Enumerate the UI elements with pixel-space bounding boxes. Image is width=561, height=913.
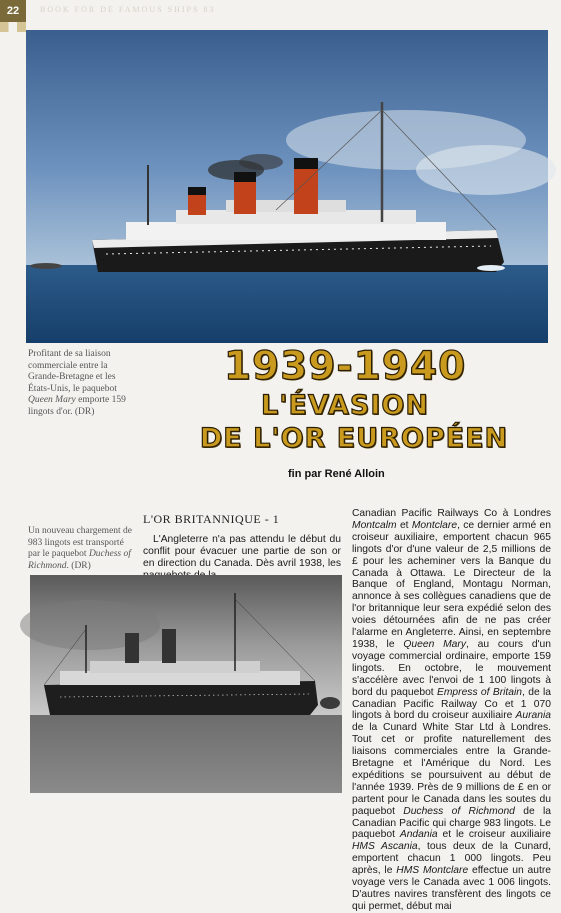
text-run: de la Cunard White Star Ltd à Londres. Tout cet or profite naturellement des liaisons commerciales entre la Grande-Bretagne et l'Amérique du Nord. Les expéditions se poursuivent au début de l'année 1939. Près de 9 millions de £ en or partent pour le Canada dans les soutes du paquebot [352, 722, 551, 817]
duchess-of-richmond-illustration [30, 575, 342, 793]
photo-caption-duchess [28, 526, 133, 572]
text-run: , ce dernier armé en croiseur auxiliaire, emportent chacun 965 lingots d'or d'une valeur de 2,5 millions de £ pour les acheminer vers la Banque du Canada à Ottawa. Le Directeur de la Banque of England, Montagu Norman, annonce à ses collègues canadiens que de l'or britannique leur sera expédié selon des voies détournées afin de ne pas créer l'alarme en Angleterre. Ainsi, en septembre 1938, le [352, 519, 551, 650]
text-run: de la Canadian Pacific qui charge 983 lingots. Le paquebot [352, 805, 551, 841]
text-run: , de la Canadian Pacific Railway Co et 1 070 lingots à bord du croiseur auxiliaire [352, 686, 552, 722]
text-run: Canadian Pacific Railways Co à Londres [352, 508, 551, 519]
running-header: BOOK FOR DE FAMOUS SHIPS 83 [40, 5, 216, 14]
caption-text: Profitant de sa liaison commerciale entre la Grande-Bretagne et les États-Unis, le paquebot [28, 349, 117, 394]
ship-name: Montcalm [352, 519, 397, 531]
article-column-1: L'Angleterre n'a pas attendu le début du conflit pour évacuer une partie de son or en direction du Canada. Dès avril 1938, les [143, 534, 341, 569]
duchess-of-richmond-photo [30, 575, 342, 793]
text-run: et [396, 519, 412, 531]
title-line-2: L'ÉVASION [261, 390, 429, 421]
text-run: , au cours d'un voyage commercial ordinaire, emporte 159 lingots. En octobre, le mouvement s'accélère avec l'envoi de 1 100 lingots à bord du paquebot [352, 638, 551, 698]
title-years: 1939-1940 [223, 344, 467, 389]
ship-name: HMS Ascania [352, 841, 418, 853]
ship-name: Andania [399, 829, 438, 841]
page-corner-decoration [0, 22, 26, 32]
ship-name: Aurania [515, 710, 551, 722]
caption-ship-name: Duchess of Richmond [28, 549, 131, 571]
caption-text: . (DR) [66, 560, 91, 571]
queen-mary-photo [26, 30, 548, 343]
ship-name: Queen Mary [403, 638, 466, 650]
byline: fin par René Alloin [288, 468, 385, 480]
photo-caption-queen-mary [28, 349, 138, 418]
text-run: , tous deux de la Cunard, emportent chacun 1 000 lingots. Peu après, le [352, 841, 551, 877]
caption-ship-name: Queen Mary [28, 395, 76, 405]
text-run: effectue un autre voyage vers le Canada avec 1 006 lingots. D'autres navires transfèrent des lingots ce qui permet, début mai [352, 865, 551, 912]
ship-name: Duchess of Richmond [403, 805, 515, 817]
text-run: et le croiseur auxiliaire [437, 829, 551, 841]
caption-text: Un nouveau chargement de 983 lingots est transporté par le paquebot [28, 526, 133, 559]
section-heading: L'OR BRITANNIQUE - 1 [143, 512, 280, 526]
article-title [140, 343, 550, 452]
title-line-3: DE L'OR EUROPÉEN [199, 423, 509, 454]
ship-name: HMS Montclare [396, 865, 469, 877]
queen-mary-illustration [26, 30, 548, 343]
ship-name: Empress of Britain [436, 686, 523, 698]
page-number: 22 [0, 0, 26, 22]
caption-text: emporte 159 lingots d'or. (DR) [28, 395, 126, 417]
article-column-2 [352, 508, 551, 913]
ship-name: Montclare [411, 519, 458, 531]
